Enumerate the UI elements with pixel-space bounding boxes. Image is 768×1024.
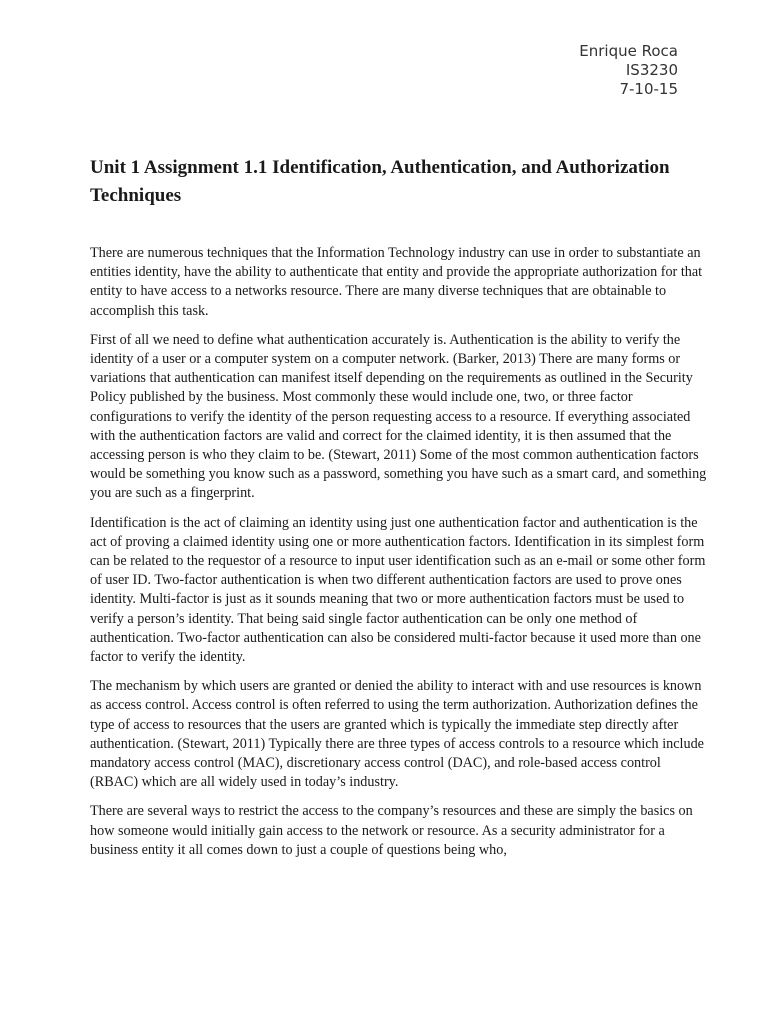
course-code: IS3230: [625, 61, 678, 79]
document-body: [90, 244, 708, 870]
paragraph: There are numerous techniques that the Information Technology industry can use in order to substantiate an entities identity, have the ability to authenticate that entity and provide the appropriate authorization for that entity to have access to a networks resource. There are many diverse techniques that are obtainable to accomplish this task.: [90, 245, 703, 319]
paragraph: There are several ways to restrict the access to the company’s resources and these are simply the basics on how someone would initially gain access to the network or resource. As a security administrator for a business entity it all comes down to just a couple of questions being who,: [90, 803, 693, 858]
paragraph: Identification is the act of claiming an identity using just one authentication factor and authentication is the act of proving a claimed identity using one or more authentication factors. Identification in its simplest form can be related to the requestor of a resource to input user identification such as an e-mail or some other form of user ID. Two-factor authentication is when two different authentication factors are used to prove ones identity. Multi-factor is just as it sounds meaning that two or more authentication factors must be used to verify a person’s identity. That being said single factor authentication can be only one method of authentication. Two-factor authentication can also be considered multi-factor because it used more than one factor to verify the identity.: [90, 514, 706, 666]
document-header: [579, 42, 678, 99]
author-name: Enrique Roca: [579, 42, 678, 60]
paragraph: First of all we need to define what authentication accurately is. Authentication is the ability to verify the identity of a user or a computer system on a computer network. (Barker, 2013) There are many forms or variations that authentication can manifest itself depending on the requirements as outlined in the Security Policy published by the business. Most commonly these would include one, two, or three factor configurations to verify the identity of the person requesting access to a resource. If everything associated with the authentication factors are valid and correct for the claimed identity, it is then assumed that the accessing person is who they claim to be. (Stewart, 2011) Some of the most common authentication factors would be something you know such as a password, something you have such as a smart card, and something you are such as a fingerprint.: [90, 331, 707, 502]
document-title: Unit 1 Assignment 1.1 Identification, Authentication, and Authorization Techniques: [90, 157, 670, 206]
paragraph: The mechanism by which users are granted or denied the ability to interact with and use resources is known as access control. Access control is often referred to using the term authorization. Authorization defines the type of access to resources that the users are granted which is typically the immediate step directly after authentication. (Stewart, 2011) Typically there are three types of access controls to a resource which include mandatory access control (MAC), discretionary access control (DAC), and role-based access control (RBAC) which are all widely used in today’s industry.: [90, 678, 704, 791]
document-date: 7-10-15: [619, 80, 678, 98]
